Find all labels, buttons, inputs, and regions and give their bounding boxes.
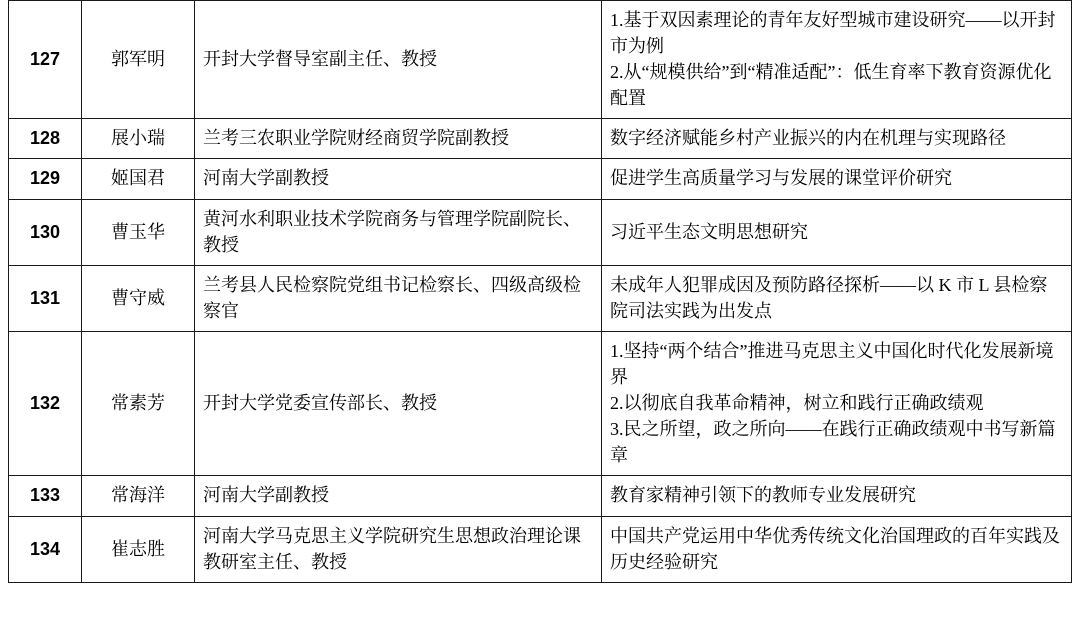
row-number: 134 (9, 516, 82, 582)
expert-affiliation: 兰考三农职业学院财经商贸学院副教授 (195, 119, 602, 159)
topic-line: 促进学生高质量学习与发展的课堂评价研究 (610, 168, 952, 189)
row-number: 128 (9, 119, 82, 159)
topic-line: 数字经济赋能乡村产业振兴的内在机理与实现路径 (610, 128, 1006, 149)
topic-line: 3.民之所望，政之所向——在践行正确政绩观中书写新篇章 (610, 419, 1056, 466)
research-topic (602, 119, 1072, 159)
research-topic (602, 265, 1072, 331)
topic-line: 2.从“规模供给”到“精准适配”：低生育率下教育资源优化配置 (610, 62, 1052, 109)
topic-line: 未成年人犯罪成因及预防路径探析——以 K 市 L 县检察院司法实践为出发点 (610, 274, 1048, 321)
row-number: 129 (9, 159, 82, 199)
expert-affiliation: 开封大学党委宣传部长、教授 (195, 331, 602, 475)
expert-name: 常海洋 (82, 476, 195, 516)
table-row (9, 119, 1072, 159)
table-row (9, 1, 1072, 119)
topic-line: 2.以彻底自我革命精神，树立和践行正确政绩观 (610, 393, 984, 414)
expert-name: 常素芳 (82, 331, 195, 475)
topic-line: 习近平生态文明思想研究 (610, 221, 808, 242)
research-topic (602, 516, 1072, 582)
expert-affiliation: 兰考县人民检察院党组书记检察长、四级高级检察官 (195, 265, 602, 331)
expert-affiliation: 黄河水利职业技术学院商务与管理学院副院长、教授 (195, 199, 602, 265)
row-number: 132 (9, 331, 82, 475)
expert-name: 展小瑞 (82, 119, 195, 159)
expert-affiliation: 河南大学副教授 (195, 476, 602, 516)
table-row (9, 265, 1072, 331)
topic-line: 1.基于双因素理论的青年友好型城市建设研究——以开封市为例 (610, 10, 1056, 57)
topic-line: 中国共产党运用中华优秀传统文化治国理政的百年实践及历史经验研究 (610, 525, 1060, 572)
table-row (9, 476, 1072, 516)
table-row (9, 159, 1072, 199)
topic-line: 教育家精神引领下的教师专业发展研究 (610, 485, 916, 506)
row-number: 131 (9, 265, 82, 331)
research-topic (602, 159, 1072, 199)
expert-affiliation: 河南大学马克思主义学院研究生思想政治理论课教研室主任、教授 (195, 516, 602, 582)
expert-name: 姬国君 (82, 159, 195, 199)
research-topic (602, 331, 1072, 475)
table-row (9, 331, 1072, 475)
table-body (9, 1, 1072, 583)
topic-line: 1.坚持“两个结合”推进马克思主义中国化时代化发展新境界 (610, 340, 1054, 388)
expert-name: 郭军明 (82, 1, 195, 119)
table-row (9, 516, 1072, 582)
row-number: 130 (9, 199, 82, 265)
research-topic (602, 476, 1072, 516)
row-number: 127 (9, 1, 82, 119)
row-number: 133 (9, 476, 82, 516)
research-topic (602, 1, 1072, 119)
expert-name: 崔志胜 (82, 516, 195, 582)
expert-name: 曹玉华 (82, 199, 195, 265)
expert-affiliation: 开封大学督导室副主任、教授 (195, 1, 602, 119)
expert-name: 曹守威 (82, 265, 195, 331)
experts-roster-table (8, 0, 1072, 583)
research-topic (602, 199, 1072, 265)
expert-affiliation: 河南大学副教授 (195, 159, 602, 199)
table-row (9, 199, 1072, 265)
